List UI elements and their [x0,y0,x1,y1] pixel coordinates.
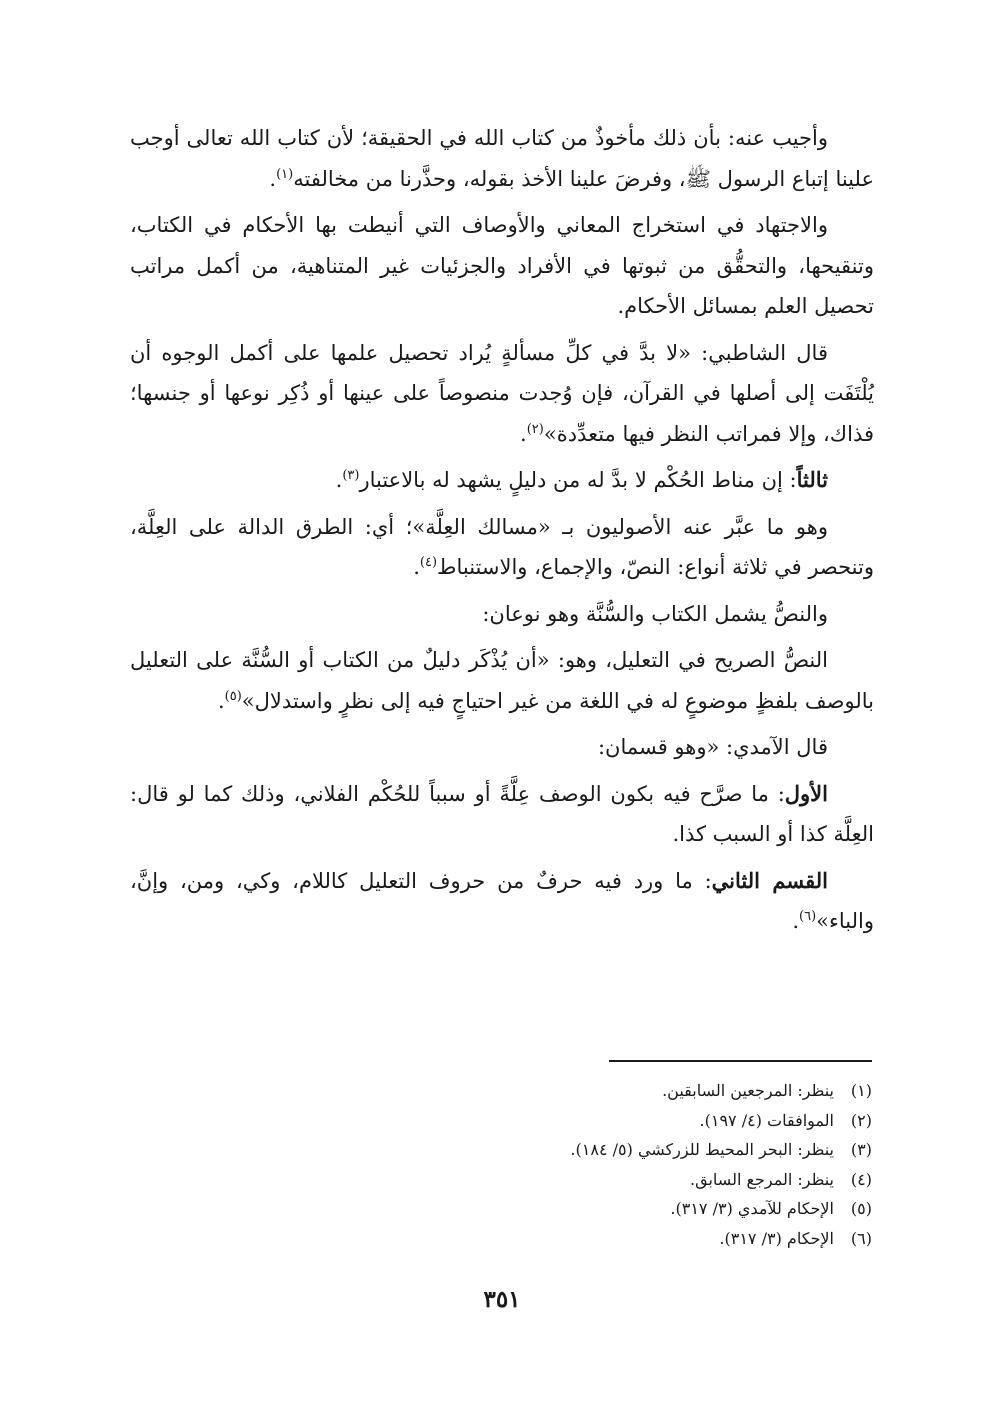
footnote-number: (٦) [850,1228,872,1248]
footnote-number: (٤) [850,1169,872,1189]
paragraph: الأول: ما صرَّح فيه بكون الوصف عِلَّةً أو سبباً للحُكْم الفلاني، وذلك كما لو قال: العِلَّة كذا أو السبب كذا. [130,780,874,846]
footnote-number: (١) [850,1081,872,1100]
footnote-number: (٣) [850,1140,872,1159]
paragraph: قال الشاطبي: «لا بدَّ في كلِّ مسألةٍ يُراد تحصيل علمها على أكمل الوجوه أن يُلْتَفَت إلى أصلها في القرآن، فإن وُجدت منصوصاً على عينها أو ذُكِر نوعها أو جنسها؛ فذاك، وإلا فمراتب النظر فيها متعدِّدة»$^{(٢)}$. [130,340,874,446]
footnote-text: الإحكام للآمدي (٣/ ٣١٧). [670,1199,834,1218]
footnote-ref: (٢) [526,421,544,437]
footnote-text: ينظر: المرجع السابق. [690,1169,834,1189]
footnote-number: (٢) [850,1110,872,1130]
footnote [400,1165,872,1195]
footnote [400,1135,872,1165]
footnote [400,1076,872,1106]
paragraph: وهو ما عبَّر عنه الأصوليون بـ «مسالك العِلَّة»؛ أي: الطرق الدالة على العِلَّة، وتنحصر في ثلاثة أنواع: النصّ، والإجماع، والاستنباط$^{(٤)}$. [130,514,874,579]
footnote-ref: (٥) [224,688,242,704]
footnote [400,1194,872,1224]
footnote [400,1106,872,1136]
footnotes [400,1076,872,1253]
paragraph: وأجيب عنه: بأن ذلك مأخوذٌ من كتاب الله في الحقيقة؛ لأن كتاب الله تعالى أوجب علينا إتباع الرسول ﷺ، وفرضَ علينا الأخذ بقوله، وحذَّرنا من مخالفته$^{(١)}$. [130,126,874,191]
paragraph: النصُّ الصريح في التعليل، وهو: «أن يُذْكَر دليلٌ من الكتاب أو السُّنَّة على التعليل بالوصف بلفظٍ موضوعٍ له في اللغة من غير احتياجٍ فيه إلى نظرٍ واستدلال»$^{(٥)}$. [130,648,874,713]
paragraph: القسم الثاني: ما ورد فيه حرفٌ من حروف التعليل كاللام، وكي، ومن، وإنَّ، والباء»$^{(٦)}$. [130,867,874,933]
footnote-text: ينظر: البحر المحيط للزركشي (٥/ ١٨٤). [570,1140,834,1159]
footnote-ref: (٤) [419,555,438,570]
page-number: ٣٥١ [483,1286,521,1313]
paragraph: ثالثاً: إن مناط الحُكْم لا بدَّ له من دليلٍ يشهد له بالاعتبار$^{(٣)}$. [335,467,828,492]
bold-lead: القسم الثاني [711,867,828,893]
footnote-ref: (١) [276,166,294,182]
paragraph: والنصُّ يشمل الكتاب والسُّنَّة وهو نوعان: [482,601,828,626]
footnote-ref: (٣) [342,468,360,483]
paragraph: والاجتهاد في استخراج المعاني والأوصاف التي أنيطت بها الأحكام في الكتاب، وتنقيحها، والتحقُّق من ثبوتها في الأفراد والجزئيات غير المتناهية، من أكمل مراتب تحصيل العلم بمسائل الأحكام. [130,213,874,318]
footnote-text: الموافقات (٤/ ١٩٧). [699,1110,834,1130]
footnote-text: الإحكام (٣/ ٣١٧). [719,1228,834,1248]
footnote-text: ينظر: المرجعين السابقين. [662,1081,834,1100]
footnote [400,1224,872,1254]
bold-lead: الأول [784,780,828,806]
paragraph: قال الآمدي: «وهو قسمان: [597,735,828,759]
body-text [130,118,874,948]
footnote-number: (٥) [850,1199,872,1218]
footnote-ref: (٦) [799,909,817,924]
bold-lead: ثالثاً [796,467,828,492]
footnote-divider [609,1060,872,1062]
